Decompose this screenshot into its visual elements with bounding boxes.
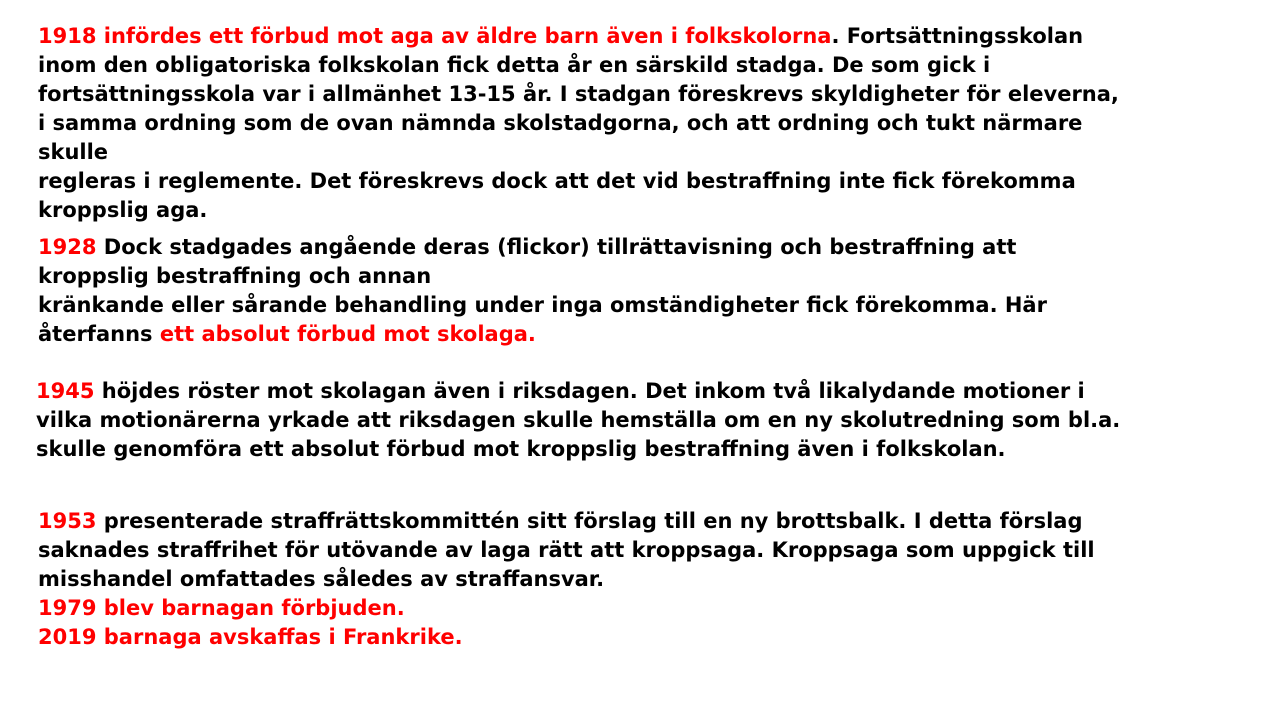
text: . Fortsättningsskolan xyxy=(831,24,1084,48)
line: kroppslig aga. xyxy=(38,198,208,222)
line: inom den obligatoriska folkskolan fick detta år en särskild stadga. De som gick i xyxy=(38,53,991,77)
text: höjdes röster mot skolagan även i riksdagen. Det inkom två likalydande motioner i xyxy=(94,379,1085,403)
line xyxy=(36,377,1085,406)
line: skulle xyxy=(38,140,109,164)
year-1945: 1945 xyxy=(36,379,95,403)
line xyxy=(38,320,536,349)
line xyxy=(38,22,1083,51)
text: återfanns xyxy=(38,322,160,346)
line: i samma ordning som de ovan nämnda skolstadgorna, och att ordning och tukt närmare xyxy=(38,111,1083,135)
paragraph-1953 xyxy=(38,507,1095,652)
year-1928: 1928 xyxy=(38,235,97,259)
line: kroppslig bestraffning och annan xyxy=(38,264,432,288)
line: skulle genomföra ett absolut förbud mot kroppslig bestraffning även i folkskolan. xyxy=(36,437,1006,461)
paragraph-1945 xyxy=(36,377,1120,464)
line: saknades straffrihet för utövande av laga rätt att kroppsaga. Kroppsaga som uppgick till xyxy=(38,538,1095,562)
highlight-2019: 2019 barnaga avskaffas i Frankrike. xyxy=(38,625,463,649)
line xyxy=(38,507,1082,536)
line: kränkande eller sårande behandling under inga omständigheter fick förekomma. Här xyxy=(38,293,1047,317)
highlight-1918: 1918 infördes ett förbud mot aga av äldre barn även i folkskolorna xyxy=(38,24,832,48)
highlight-1979: 1979 blev barnagan förbjuden. xyxy=(38,596,405,620)
paragraph-1928 xyxy=(38,233,1047,349)
highlight-skolaga-ban: ett absolut förbud mot skolaga. xyxy=(159,322,536,346)
year-1953: 1953 xyxy=(38,509,97,533)
line: regleras i reglemente. Det föreskrevs dock att det vid bestraffning inte fick förekomma xyxy=(38,169,1076,193)
text: presenterade straffrättskommittén sitt förslag till en ny brottsbalk. I detta förslag xyxy=(96,509,1083,533)
line: misshandel omfattades således av straffansvar. xyxy=(38,567,605,591)
line xyxy=(38,233,1016,262)
paragraph-1918 xyxy=(38,22,1119,225)
line: vilka motionärerna yrkade att riksdagen skulle hemställa om en ny skolutredning som bl.a. xyxy=(36,408,1121,432)
text: Dock stadgades angående deras (flickor) tillrättavisning och bestraffning att xyxy=(96,235,1017,259)
line: fortsättningsskola var i allmänhet 13-15 år. I stadgan föreskrevs skyldigheter för eleverna, xyxy=(38,82,1119,106)
